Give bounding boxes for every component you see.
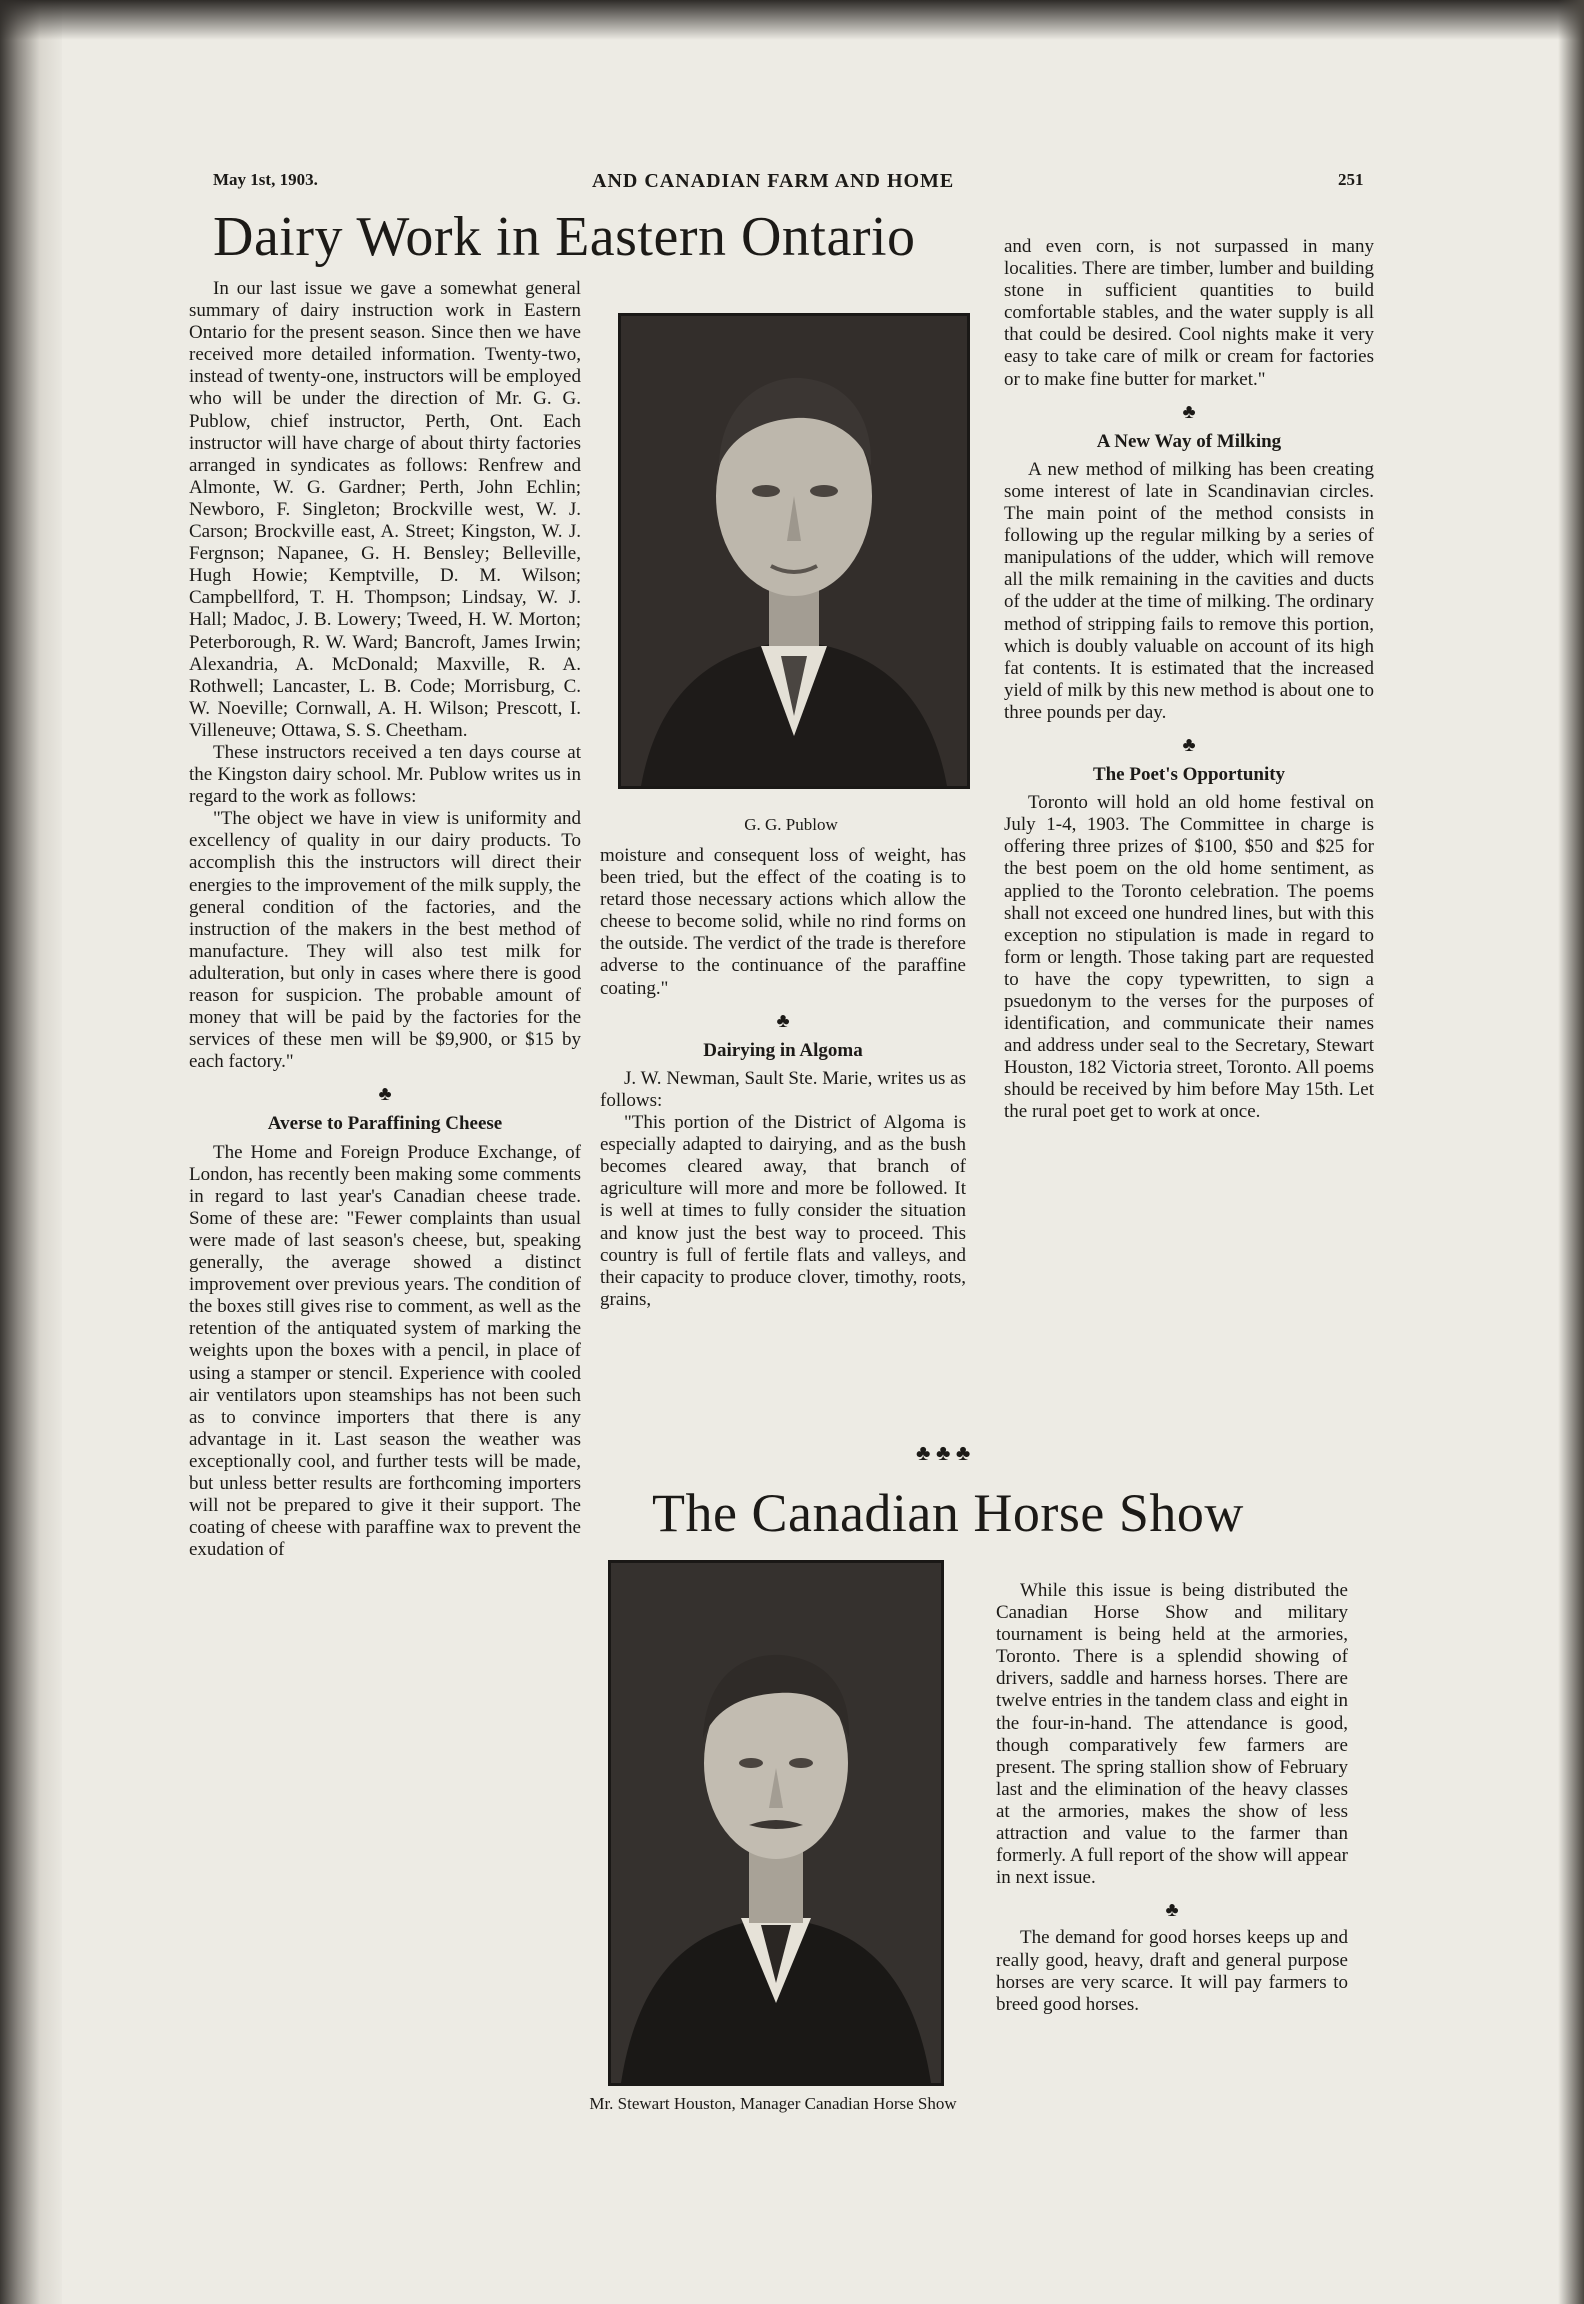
milking-paragraph: A new method of milking has been creating some interest of late in Scandinavian circles. The main point of the method consists in following up the regular milking by a series of manipulations of the udder, which will remove all the milk remaining in the cavities and ducts of the udder at the time of milking. The ordinary method of stripping fails to remove this portion, which is doubly valuable on account of its high fat contents. It is estimated that the increased yield of milk by this new method is about one to three pounds per day. [1004, 458, 1374, 723]
horse-show-paragraph-1: While this issue is being distributed the Canadian Horse Show and military tournament is being held at the armories, Toronto. There is a splendid showing of drivers, saddle and harness horses. There are twelve entries in the tandem class and eight in the four-in-hand. The attendance is good, though comparatively few farmers are present. The spring stallion show of February last and the elimination of the heavy classes at the armories, makes the show of less attraction and value to the farmer than formerly. A full report of the show will appear in next issue. [996, 1580, 1348, 1889]
section-ornament: ♣ [1165, 1899, 1179, 1922]
horse-show-column [996, 1580, 1348, 2016]
dairy-paragraph-2: These instructors received a ten days course at the Kingston dairy school. Mr. Publow writes us in regard to the work as follows: [189, 741, 581, 808]
algoma-paragraph: "This portion of the District of Algoma is especially adapted to dairying, and as the bush becomes cleared away, that branch of agriculture will more and more be followed. It is well at times to fully consider the situation and know just the best way to proceed. This country is full of fertile flats and valleys, and their capacity to produce clover, timothy, roots, grains, [600, 1112, 966, 1310]
header-page-number: 251 [1338, 170, 1364, 189]
portrait-publow-illustration [621, 316, 967, 786]
triple-ornament: ♣ ♣ ♣ [916, 1440, 971, 1465]
book-spine-shadow [0, 0, 62, 2304]
caption-houston: Mr. Stewart Houston, Manager Canadian Horse Show [589, 2094, 957, 2113]
horse-show-paragraph-2: The demand for good horses keeps up and really good, heavy, draft and general purpose horses are very scarce. It will pay farmers to breed good horses. [996, 1927, 1348, 2015]
heading-dairying-algoma: Dairying in Algoma [703, 1039, 863, 1061]
section-ornament: ♣ [1182, 733, 1196, 756]
scan-right-edge [1558, 0, 1584, 2304]
header-date: May 1st, 1903. [213, 170, 318, 189]
portrait-houston-illustration [611, 1563, 941, 2083]
heading-averse-paraffining: Averse to Paraffining Cheese [267, 1113, 503, 1135]
column-3-top [1004, 236, 1374, 1124]
paraffin-paragraph: The Home and Foreign Produce Exchange, of London, has recently been making some comments in regard to last year's Canadian cheese trade. Some of these are: "Fewer complaints than usual were made of last season's cheese, but, speaking generally, the average showed a distinct improvement over previous years. The condition of the boxes still gives rise to comment, as well as the retention of the antiquated system of marking the weights upon the boxes with a pencil, in place of using a stamper or stencil. Experience with cooled air ventilators upon steamships has not been such as to convince importers that there is any advantage in it. Last season the weather was exceptionally cool, and further tests will be made, but unless better results are forthcoming importers will not be prepared to give it their support. The coating of cheese with paraffine wax to prevent the exudation of [189, 1141, 581, 1561]
dairy-paragraph-3: "The object we have in view is uniformity and excellency of quality in our dairy products. To accomplish this the instructors will direct their energies to the improvement of the milk supply, the general condition of the factories, and the instruction of the makers in the best method of manufacture. They will also test milk for adulteration, but only in cases where there is good reason for suspicion. The probable amount of money that will be paid by the factories for the services of these men will be $9,900, or $15 by each factory." [189, 808, 581, 1073]
dairy-article-column-1 [189, 278, 581, 1561]
heading-new-way-milking: A New Way of Milking [1096, 430, 1282, 452]
paraffin-continuation: moisture and consequent loss of weight, has been tried, but the effect of the coating is to retard those necessary actions which allow the cheese to become solid, while no rind forms on the outside. The verdict of the trade is therefore adverse to the continuance of the paraffine coating." [600, 845, 966, 999]
caption-publow: G. G. Publow [744, 815, 838, 834]
algoma-continuation: and even corn, is not surpassed in many localities. There are timber, lumber and building stone in sufficient quantities to build comfortable stables, and the water supply is all that could be desired. Cool nights make it very easy to take care of milk or cream for factories or to make fine butter for market." [1004, 236, 1374, 390]
column-2-lower [600, 845, 966, 1311]
header-publication: AND CANADIAN FARM AND HOME [592, 170, 955, 192]
poet-paragraph: Toronto will hold an old home festival on July 1-4, 1903. The Committee in charge is offering three prizes of $100, $50 and $25 for the best poem on the old home sentiment, as applied to the Toronto celebration. The poems shall not exceed one hundred lines, but with this exception no stipulation is made in regard to form or length. Those taking part are requested to have the copy typewritten, to sign a psuedonym to the verses for the purposes of identification, and communicate their names and address under seal to the Secretary, Stewart Houston, 182 Victoria street, Toronto. All poems should be received by him before May 15th. Let the rural poet get to work at once. [1004, 792, 1374, 1123]
heading-poets-opportunity: The Poet's Opportunity [1092, 764, 1286, 786]
algoma-intro: J. W. Newman, Sault Ste. Marie, writes us as follows: [600, 1067, 966, 1111]
section-ornament: ♣ [776, 1009, 790, 1032]
article-title-dairy: Dairy Work in Eastern Ontario [213, 206, 916, 268]
article-title-horse-show: The Canadian Horse Show [652, 1483, 1244, 1543]
section-ornament: ♣ [378, 1083, 392, 1106]
dairy-paragraph-1: In our last issue we gave a somewhat general summary of dairy instruction work in Eastern Ontario for the present season. Since then we have received more detailed information. Twenty-two, instead of twenty-one, instructors will be employed who will be under the direction of Mr. G. G. Publow, chief instructor, Perth, Ont. Each instructor will have charge of about thirty factories arranged in syndicates as follows: Renfrew and Almonte, W. G. Gardner; Perth, John Echlin; Newboro, F. Singleton; Brockville west, W. J. Carson; Brockville east, A. Street; Kingston, W. J. Fergnson; Napanee, G. H. Bensley; Belleville, Hugh Howie; Kemptville, D. M. Wilson; Campbellford, T. H. Thompson; Lindsay, W. J. Hall; Madoc, J. B. Lowery; Tweed, H. W. Morton; Peterborough, R. W. Ward; Bancroft, James Irwin; Alexandria, A. McDonald; Maxville, R. A. Rothwell; Lancaster, L. B. Code; Morrisburg, C. W. Noeville; Cornwall, A. H. Wilson; Prescott, I. Villeneuve; Ottawa, S. S. Cheetham. [189, 278, 581, 741]
scan-top-edge [0, 0, 1584, 40]
portrait-publow [618, 313, 970, 789]
section-ornament: ♣ [1182, 400, 1196, 423]
portrait-houston [608, 1560, 944, 2086]
